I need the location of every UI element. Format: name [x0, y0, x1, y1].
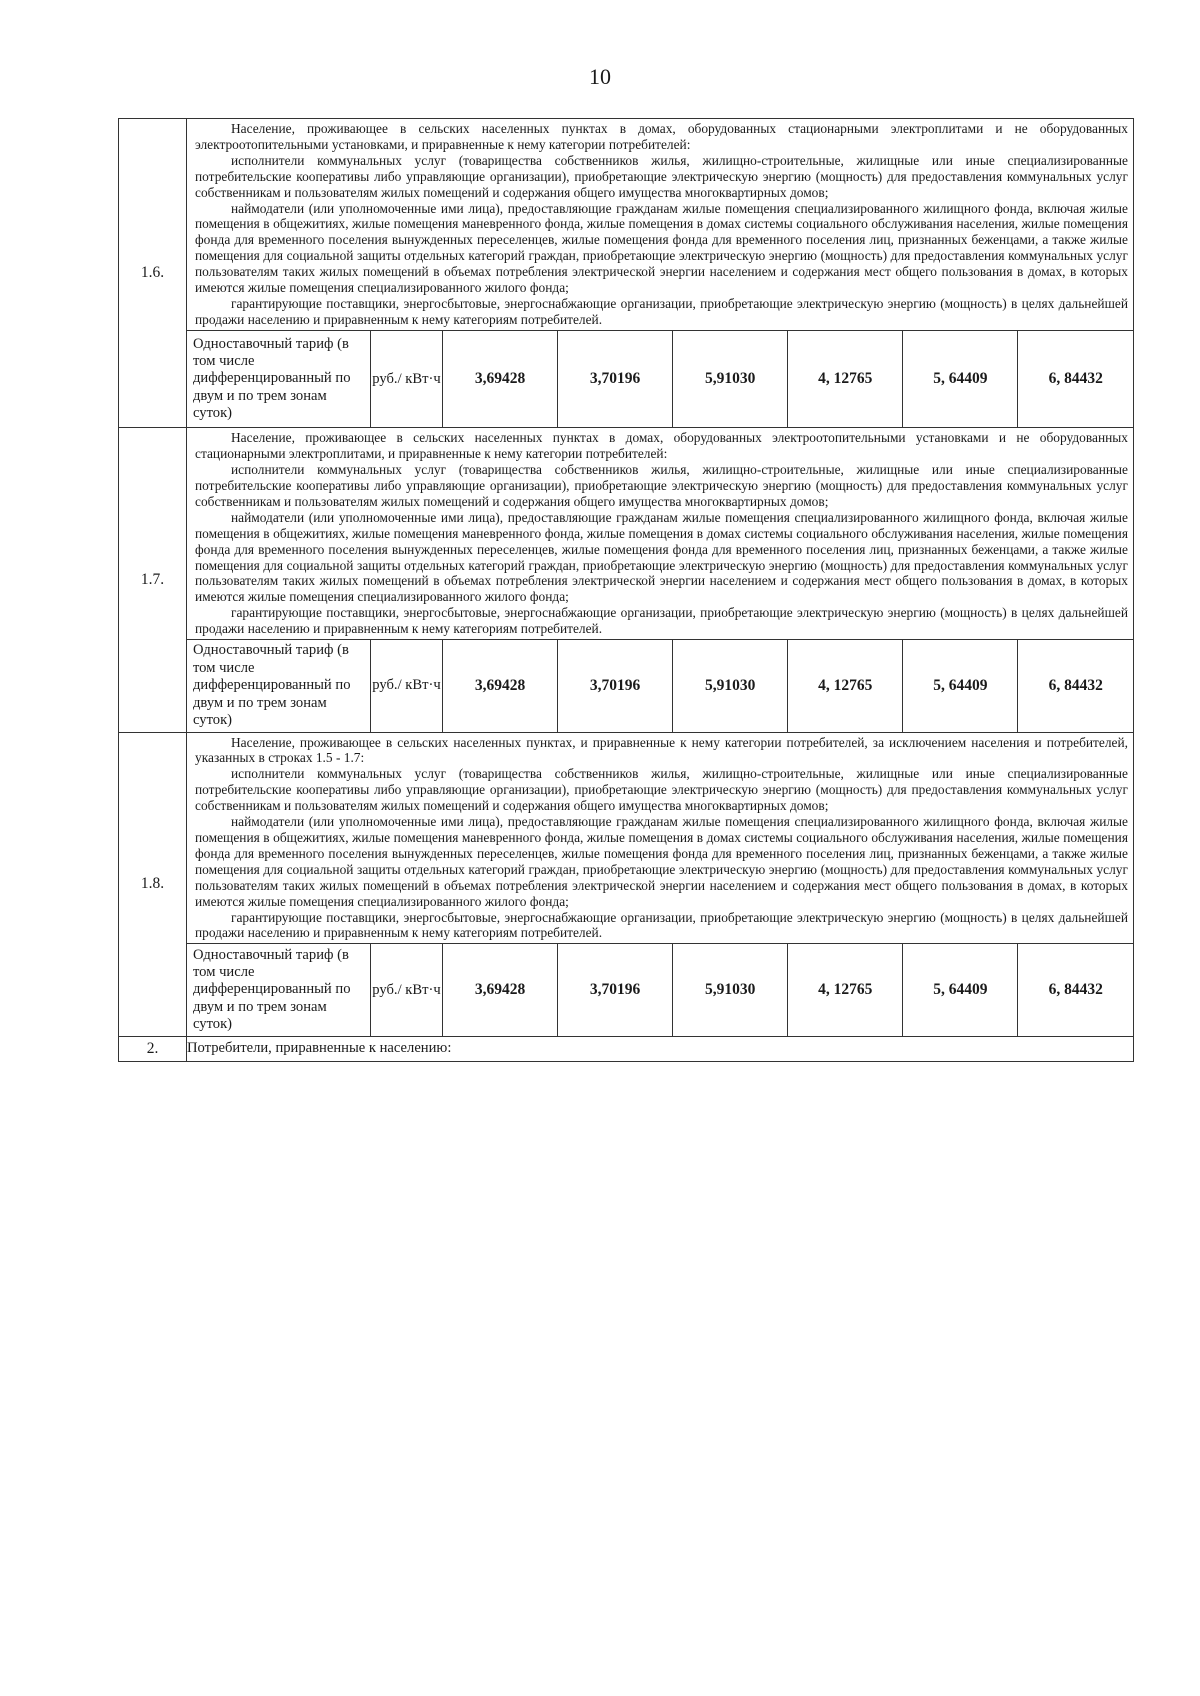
description-paragraph: исполнители коммунальных услуг (товарищества собственников жилья, жилищно-строительные, жилищные или иные специализированные потребительские кооперативы либо управляющие организации), приобретающие электрическую энергию (мощность) для предоставления коммунальных услуг собственникам и пользователям жилых помещений и содержания общего имущества многоквартирных домов; — [195, 766, 1128, 814]
tariff-value: 3,69428 — [443, 944, 558, 1036]
tariff-value: 5, 64409 — [903, 944, 1018, 1036]
tariff-value: 3,69428 — [443, 640, 558, 732]
tariff-unit: руб./ кВт·ч — [371, 944, 443, 1036]
table-row — [119, 119, 1134, 428]
tariff-name: Одноставочный тариф (в том числе дифференцированный по двум и по трем зонам суток) — [187, 944, 371, 1036]
tariff-values-table — [187, 330, 1133, 428]
tariff-unit: руб./ кВт·ч — [371, 640, 443, 732]
tariff-value: 4, 12765 — [788, 330, 903, 427]
tariff-value: 5,91030 — [673, 944, 788, 1036]
row-number: 2. — [119, 1036, 187, 1061]
tariff-value: 3,70196 — [558, 640, 673, 732]
table-row — [119, 732, 1134, 1036]
tariff-values-table — [187, 639, 1133, 732]
tariff-unit: руб./ кВт·ч — [371, 330, 443, 427]
description-paragraph: наймодатели (или уполномоченные ими лица), предоставляющие гражданам жилые помещения специализированного жилищного фонда, включая жилые помещения в общежитиях, жилые помещения маневренного фонда, жилые помещения в домах системы социального обслуживания населения, жилые помещения фонда для временного поселения вынужденных переселенцев, жилые помещения фонда для временного поселения лиц, признанных беженцами, а также жилые помещения для социальной защиты отдельных категорий граждан, приобретающие электрическую энергию (мощность) для предоставления коммунальных услуг пользователям таких жилых помещений в объемах потребления электрической энергии населением и содержания мест общего пользования в домах, в которых имеются жилые помещения специализированного жилого фонда; — [195, 509, 1128, 605]
row-content — [187, 428, 1134, 732]
table-row — [119, 428, 1134, 732]
tariff-value: 5,91030 — [673, 330, 788, 427]
row-number: 1.8. — [119, 732, 187, 1036]
description-paragraph: наймодатели (или уполномоченные ими лица), предоставляющие гражданам жилые помещения специализированного жилищного фонда, включая жилые помещения в общежитиях, жилые помещения маневренного фонда, жилые помещения в домах системы социального обслуживания населения, жилые помещения фонда для временного поселения вынужденных переселенцев, жилые помещения фонда для временного поселения лиц, признанных беженцами, а также жилые помещения для социальной защиты отдельных категорий граждан, приобретающие электрическую энергию (мощность) для предоставления коммунальных услуг пользователям таких жилых помещений в объемах потребления электрической энергии населением и содержания мест общего пользования в домах, в которых имеются жилые помещения специализированного жилого фонда; — [195, 200, 1128, 296]
tariff-value: 4, 12765 — [788, 944, 903, 1036]
row-content — [187, 732, 1134, 1036]
tariff-values-table — [187, 943, 1133, 1036]
description-paragraph: гарантирующие поставщики, энергосбытовые, энергоснабжающие организации, приобретающие электрическую энергию (мощность) в целях дальнейшей продажи населению и приравненным к нему категориям потребителей. — [195, 909, 1128, 941]
description-paragraph: гарантирующие поставщики, энергосбытовые, энергоснабжающие организации, приобретающие электрическую энергию (мощность) в целях дальнейшей продажи населению и приравненным к нему категориям потребителей. — [195, 295, 1128, 327]
tariff-value: 5,91030 — [673, 640, 788, 732]
tariff-value: 3,70196 — [558, 944, 673, 1036]
row-description — [187, 428, 1133, 639]
tariff-value: 3,69428 — [443, 330, 558, 427]
tariff-name: Одноставочный тариф (в том числе дифференцированный по двум и по трем зонам суток) — [187, 330, 371, 427]
tariff-name: Одноставочный тариф (в том числе дифференцированный по двум и по трем зонам суток) — [187, 640, 371, 732]
tariff-value: 6, 84432 — [1018, 330, 1133, 427]
row-number: 1.6. — [119, 119, 187, 428]
tariff-value: 6, 84432 — [1018, 640, 1133, 732]
tariff-value: 5, 64409 — [903, 640, 1018, 732]
description-paragraph: гарантирующие поставщики, энергосбытовые, энергоснабжающие организации, приобретающие электрическую энергию (мощность) в целях дальнейшей продажи населению и приравненным к нему категориям потребителей. — [195, 605, 1128, 637]
description-paragraph: наймодатели (или уполномоченные ими лица), предоставляющие гражданам жилые помещения специализированного жилищного фонда, включая жилые помещения в общежитиях, жилые помещения маневренного фонда, жилые помещения в домах системы социального обслуживания населения, жилые помещения фонда для временного поселения вынужденных переселенцев, жилые помещения фонда для временного поселения лиц, признанных беженцами, а также жилые помещения для социальной защиты отдельных категорий граждан, приобретающие электрическую энергию (мощность) для предоставления коммунальных услуг пользователям таких жилых помещений в объемах потребления электрической энергии населением и содержания мест общего пользования в домах, в которых имеются жилые помещения специализированного жилого фонда; — [195, 814, 1128, 909]
tariff-table — [118, 118, 1134, 1062]
tariff-value: 6, 84432 — [1018, 944, 1133, 1036]
row-content — [187, 119, 1134, 428]
row-description — [187, 119, 1133, 330]
description-paragraph: Население, проживающее в сельских населенных пунктах в домах, оборудованных электроотопительными установками и не оборудованных стационарными электроплитами, и приравненные к нему категории потребителей: — [195, 430, 1128, 462]
description-paragraph: Население, проживающее в сельских населенных пунктах в домах, оборудованных стационарными электроплитами и не оборудованных электроотопительными установками, и приравненные к нему категории потребителей: — [195, 121, 1128, 152]
description-paragraph: Население, проживающее в сельских населенных пунктах, и приравненные к нему категории потребителей, за исключением населения и потребителей, указанных в строках 1.5 - 1.7: — [195, 734, 1128, 766]
tariff-value: 4, 12765 — [788, 640, 903, 732]
tariff-value: 3,70196 — [558, 330, 673, 427]
row-number: 1.7. — [119, 428, 187, 732]
page-number: 10 — [589, 64, 611, 89]
section-title: Потребители, приравненные к населению: — [187, 1036, 1134, 1061]
description-paragraph: исполнители коммунальных услуг (товарищества собственников жилья, жилищно-строительные, жилищные или иные специализированные потребительские кооперативы либо управляющие организации), приобретающие электрическую энергию (мощность) для предоставления коммунальных услуг собственникам и пользователям жилых помещений и содержания общего имущества многоквартирных домов; — [195, 152, 1128, 200]
table-row — [119, 1036, 1134, 1061]
description-paragraph: исполнители коммунальных услуг (товарищества собственников жилья, жилищно-строительные, жилищные или иные специализированные потребительские кооперативы либо управляющие организации), приобретающие электрическую энергию (мощность) для предоставления коммунальных услуг собственникам и пользователям жилых помещений и содержания общего имущества многоквартирных домов; — [195, 462, 1128, 509]
tariff-value: 5, 64409 — [903, 330, 1018, 427]
row-description — [187, 733, 1133, 944]
